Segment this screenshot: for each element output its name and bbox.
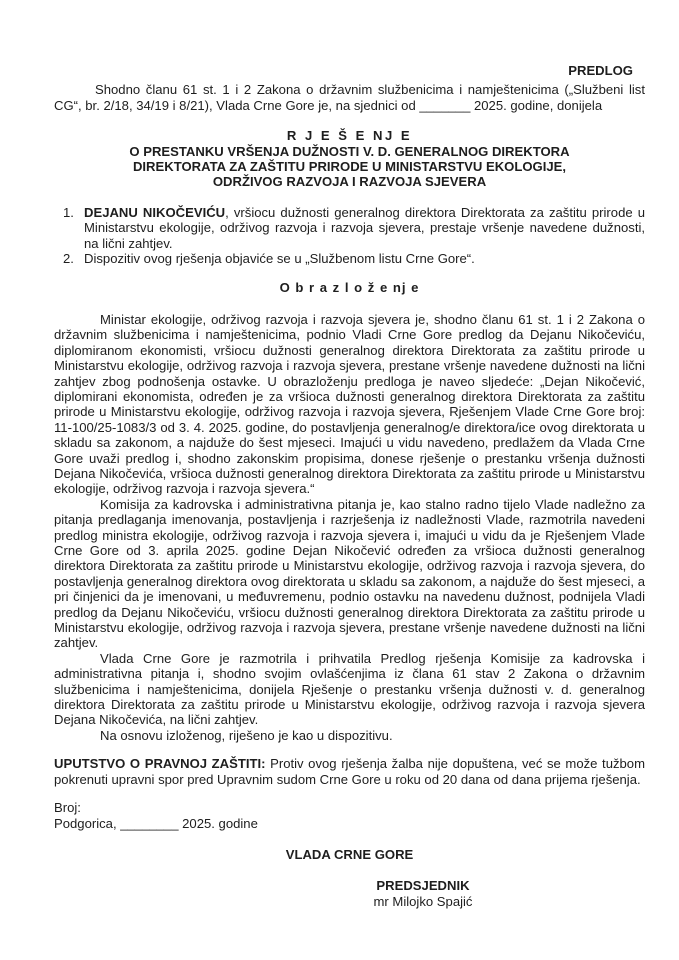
government-name: VLADA CRNE GORE <box>285 846 414 862</box>
explanation-section <box>54 312 645 743</box>
item-text-rest: , vršiocu dužnosti generalnog direktora Direktorata za zaštitu prirode u Ministarstvu ekologije, održivog razvoja i razvoja sjevera, prestaje vršenje navedene dužnosti, na lični zahtjev. <box>84 204 646 251</box>
signature-block <box>323 878 523 909</box>
place-date-line: Podgorica, ________ 2025. godine <box>54 815 258 831</box>
president-title: PREDSJEDNIK <box>376 878 470 894</box>
predlog-label: PREDLOG <box>568 63 633 78</box>
number-line: Broj: <box>54 800 81 816</box>
legal-remedy-text: Protiv ovog rješenja žalba nije dopuštena, već se može tužbom pokrenuti upravni spor pred Upravnim sudom Crne Gore u roku od 20 dana od dana prijema rješenja. <box>54 756 645 787</box>
decision-item-1 <box>54 205 645 251</box>
president-name: mr Milojko Spajić <box>373 893 473 909</box>
title-line-4: ODRŽIVOG RAZVOJA I RAZVOJA SJEVERA <box>212 174 487 190</box>
number-and-date-block <box>54 800 645 831</box>
item-text <box>84 205 645 251</box>
body-paragraph-2: Komisija za kadrovska i administrativna pitanja je, kao stalno radno tijelo Vlade nadležno za pitanja predlaganja imenovanja, postavljenja i razrješenja iz nadležnosti Vlade, razmotrila navedeni predlog ministra ekologije, održivog razvoja i razvoja sjevera i, imajući u vidu da je Rješenjem Vlade Crne Gore od 3. aprila 2025. godine Dejan Nikočević određen za vršioca dužnosti generalnog direktora Direktorata za zaštitu prirode u Ministarstvu ekologije, održivog razvoja i razvoja sjevera, do postavljenja generalnog direktora ovog direktorata u skladu sa zakonom, a najduže do šest mjeseci, a pri činjenici da je imenovani, u međuvremenu, podnio ostavku na navedenu dužnost, podnijela Vladi predlog da Dejanu Nikočeviću, vršiocu dužnosti generalnog direktora Direktorata za zaštitu prirode u Ministarstvu ekologije, održivog razvoja i razvoja sjevera, prestane vršenje navedene dužnosti na lični zahtjev. <box>54 496 645 651</box>
body-paragraph-1: Ministar ekologije, održivog razvoja i razvoja sjevera je, shodno članu 61 st. 1 i 2 Zakona o državnim službenicima i namještenicima, podnio Vladi Crne Gore predlog da Dejanu Nikočeviću, diplomiranom ekonomisti, vršiocu dužnosti generalnog direktora Direktorata za zaštitu prirode u Ministarstvu ekologije, održivog razvoja i razvoja sjevera, prestane vršenje navedene dužnosti na lični zahtjev zbog podnošenja ostavke. U obrazloženju predloga je naveo sljedeće: „Dejan Nikočević, diplomirani ekonomista, određen je za vršioca dužnosti generalnog direktora Direktorata za zaštitu prirode u Ministarstvu ekologije, održivog razvoja i razvoja sjevera, Rješenjem Vlade Crne Gore broj: 11-100/25-1083/3 od 3. 4. 2025. godine, do postavljenja generalnog/e direktora/ice ovog direktorata u skladu sa zakonom, a najduže do šest mjeseci. Imajući u vidu navedeno, predlažem da Vlada Crne Gore uvaži predlog i, shodno zakonskim propisima, donese rješenje o prestanku vršenja dužnosti Dejana Nikočevića, vršioca dužnosti generalnog direktora Direktorata za zaštitu prirode u Ministarstvu ekologije, održivog razvoja i razvoja sjevera.“ <box>54 311 645 497</box>
title-line-3: DIREKTORATA ZA ZAŠTITU PRIRODE U MINISTARSTVU EKOLOGIJE, <box>132 159 567 175</box>
decision-items <box>54 205 645 267</box>
item-number: 1. <box>63 204 74 220</box>
obrazlozenje-heading: O b r a z l o ž e nj e <box>279 280 420 296</box>
body-paragraph-3: Vlada Crne Gore je razmotrila i prihvatila Predlog rješenja Komisije za kadrovska i administrativna pitanja i, shodno svojim ovlašćenjima iz člana 61 stav 2 Zakona o državnim službenicima i namještenicima, donijela Rješenje o prestanku vršenja dužnosti v. d. generalnog direktora Direktorata za zaštitu prirode u Ministarstvu ekologije, održivog razvoja i razvoja sjevera Dejana Nikočevića, na lični zahtjev. <box>54 650 645 728</box>
item-text <box>84 251 645 266</box>
decision-title <box>54 128 645 190</box>
legal-remedy-paragraph <box>54 756 645 787</box>
item-number: 2. <box>63 251 74 267</box>
decision-item-2 <box>54 251 645 266</box>
legal-remedy-label: UPUTSTVO O PRAVNOJ ZAŠTITI: <box>54 756 266 772</box>
item-text-rest: Dispozitiv ovog rješenja objaviće se u „Službenom listu Crne Gore“. <box>84 251 475 267</box>
body-paragraph-4: Na osnovu izloženog, riješeno je kao u dispozitivu. <box>100 727 393 743</box>
title-line-2: O PRESTANKU VRŠENJA DUŽNOSTI V. D. GENERALNOG DIREKTORA <box>129 143 570 159</box>
intro-paragraph: Shodno članu 61 st. 1 i 2 Zakona o državnim službenicima i namještenicima („Službeni list CG“, br. 2/18, 34/19 i 8/21), Vlada Crne Gore je, na sjednici od _______ 2025. godine, donijela <box>54 82 645 113</box>
title-line-1: R J E Š E NJ E <box>286 128 413 144</box>
item-person-name: DEJANU NIKOČEVIĆU <box>84 204 226 220</box>
